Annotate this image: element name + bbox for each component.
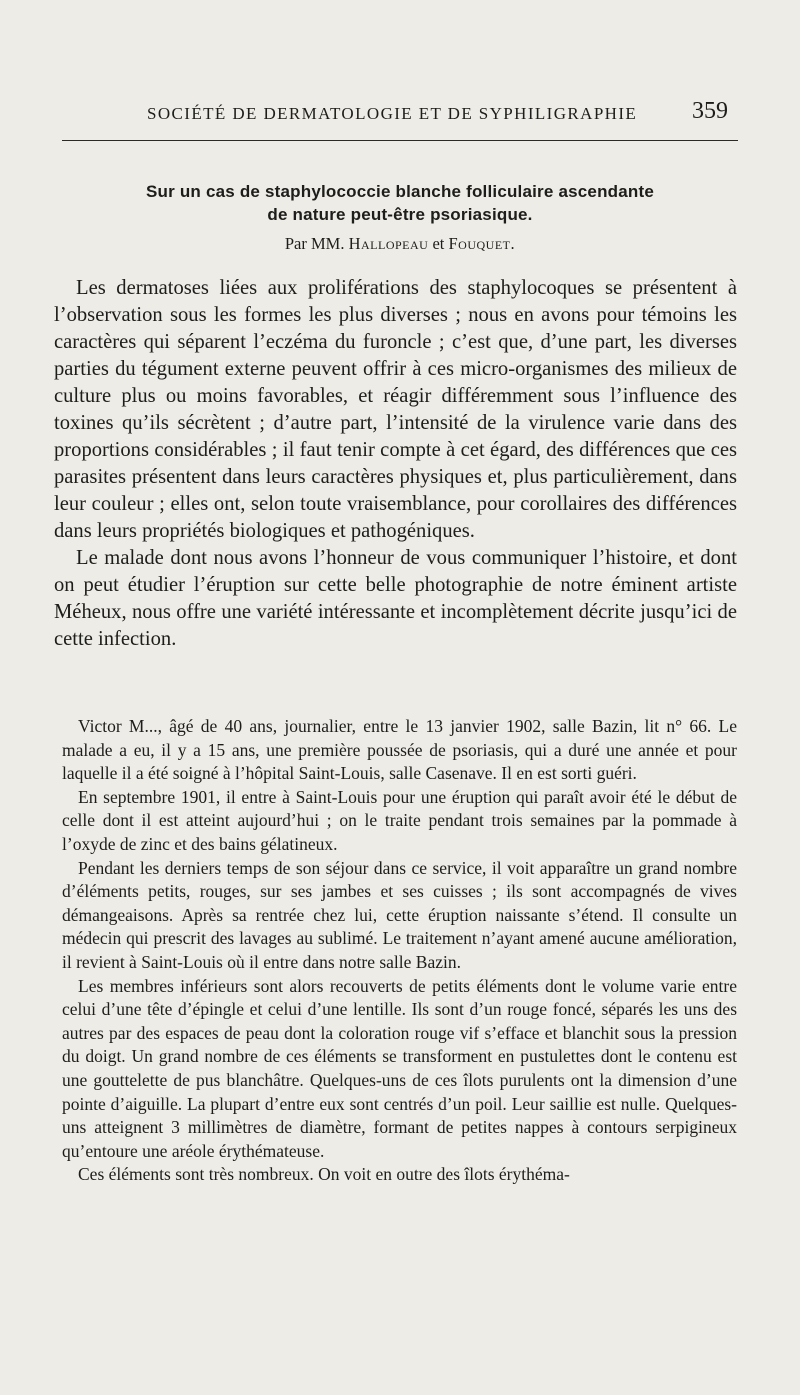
author-hallopeau: Hallopeau	[348, 234, 429, 253]
running-title: SOCIÉTÉ DE DERMATOLOGIE ET DE SYPHILIGRAPHIE	[147, 104, 638, 123]
article-title-line-2: de nature peut-être psoriasique.	[267, 205, 533, 224]
case-paragraph-2: En septembre 1901, il entre à Saint-Louis pour une éruption qui paraît avoir été le début de celle dont il est atteint aujourd’hui ; on le traite pendant trois semaines par la pommade à l’oxyde de zinc et des bains gélatineux.	[62, 786, 737, 854]
byline-and: et	[432, 234, 445, 253]
page-number: 359	[692, 98, 728, 124]
case-paragraph-1: Victor M..., âgé de 40 ans, journalier, entre le 13 janvier 1902, salle Bazin, lit n° 66. Le malade a eu, il y a 15 ans, une première poussée de psoriasis, qui a duré une année et pour laquelle il a été soigné à l’hôpital Saint-Louis, salle Casenave. Il en est sorti guéri.	[62, 716, 737, 784]
byline-prefix: Par MM.	[284, 234, 345, 253]
header-rule	[62, 140, 738, 141]
case-paragraph-4: Les membres inférieurs sont alors recouverts de petits éléments dont le volume varie entre celui d’une tête d’épingle et celui d’une lentille. Ils sont d’un rouge foncé, séparés les uns des autres par des espaces de peau dont la coloration rouge vif s’efface et blanchit sous la pression du doigt. Un grand nombre de ces éléments se transforment en pustulettes dont le contenu est une gouttelette de pus blanchâtre. Quelques-uns de ces îlots purulents ont la dimension d’une pointe d’aiguille. La plupart d’entre eux sont centrés d’un poil. Leur saillie est nulle. Quelques-uns atteignent 3 millimètres de diamètre, formant de petites nappes à contours serpigineux qu’entoure une aréole érythémateuse.	[62, 975, 737, 1161]
case-paragraph-5: Ces éléments sont très nombreux. On voit en outre des îlots érythéma-	[78, 1164, 570, 1185]
author-fouquet: Fouquet.	[448, 234, 516, 253]
intro-paragraph-2: Le malade dont nous avons l’honneur de vous communiquer l’histoire, et dont on peut étudier l’éruption sur cette belle photographie de notre éminent artiste Méheux, nous offre une variété intéressante et incomplètement décrite jusqu’ici de cette infection.	[54, 547, 737, 650]
article-title	[62, 180, 738, 226]
article-title-line-1: Sur un cas de staphylococcie blanche folliculaire ascendante	[145, 182, 654, 201]
intro-paragraph-1: Les dermatoses liées aux proliférations des staphylocoques se présentent à l’observation sous les formes les plus diverses ; nous en avons pour témoins les caractères qui séparent l’eczéma du furoncle ; c’est que, d’une part, les diverses parties du tégument externe peuvent offrir à ces micro-organismes des milieux de culture plus ou moins favorables, et réagir différemment sous l’influence des toxines qu’ils sécrètent ; d’autre part, l’intensité de la virulence varie dans des proportions considérables ; il faut tenir compte à cet égard, des différences que ces parasites présentent dans leurs caractères physiques et, plus particulièrement, dans leur couleur ; elles ont, selon toute vraisemblance, pour corollaires des différences dans leurs propriétés biologiques et pathogéniques.	[54, 277, 737, 542]
byline	[62, 234, 738, 254]
introduction	[54, 275, 737, 653]
case-report	[62, 715, 737, 1187]
case-paragraph-3: Pendant les derniers temps de son séjour dans ce service, il voit apparaître un grand nombre d’éléments petits, rouges, sur ses jambes et ses cuisses ; ils sont accompagnés de vives démangeaisons. Après sa rentrée chez lui, cette éruption naissante s’étend. Il consulte un médecin qui prescrit des lavages au sublimé. Le traitement n’ayant amené aucune amélioration, il revient à Saint-Louis où il entre dans notre salle Bazin.	[62, 857, 737, 972]
